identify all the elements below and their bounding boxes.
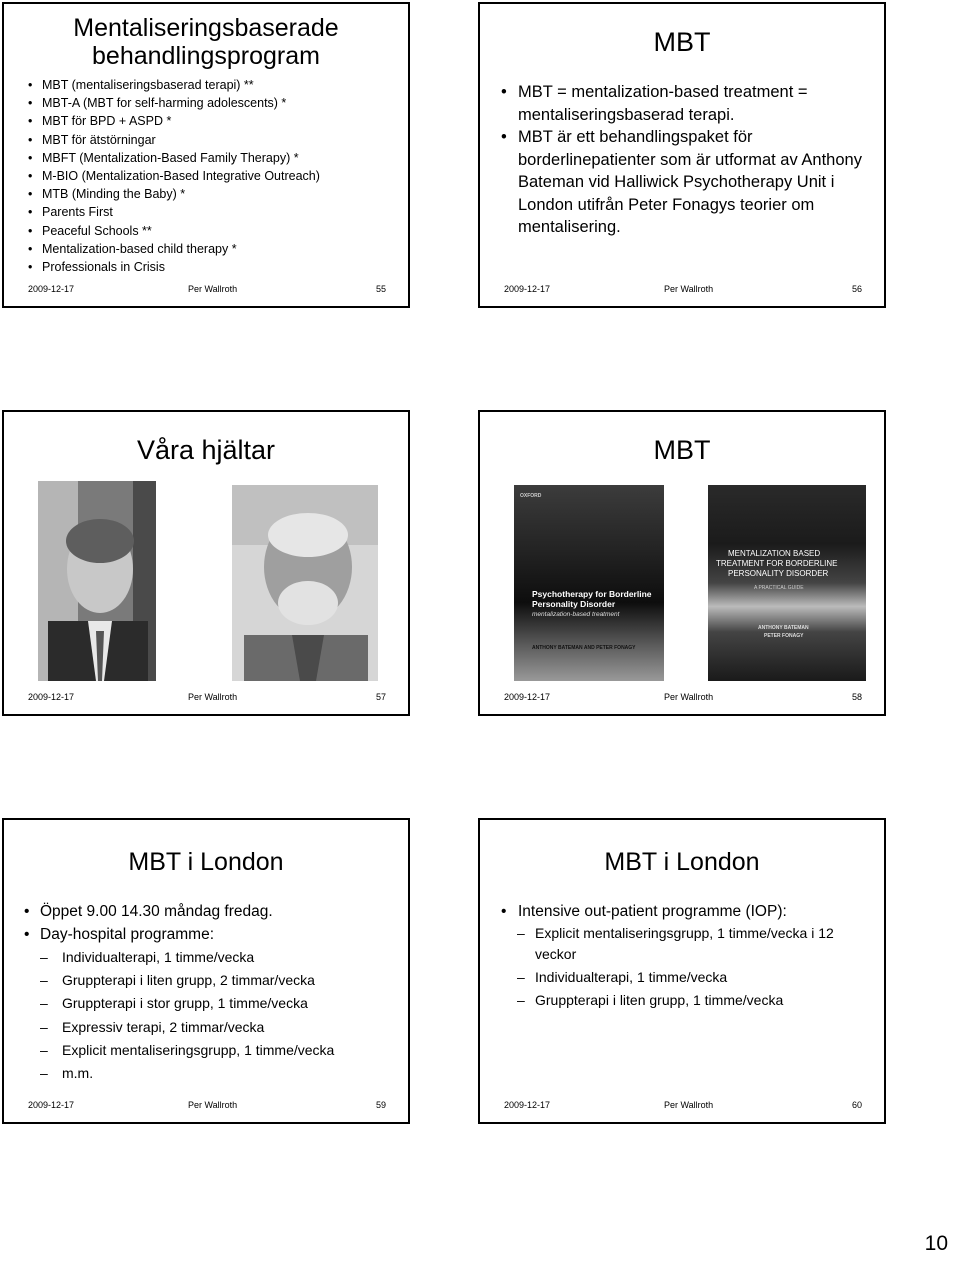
slide-56 bbox=[478, 2, 886, 308]
slide-number: 59 bbox=[375, 1100, 386, 1110]
bullet-icon: • bbox=[28, 241, 33, 256]
bullet-icon: • bbox=[28, 187, 33, 202]
slide-footer bbox=[504, 1100, 862, 1112]
sub-list-item-text: Gruppterapi i liten grupp, 2 timmar/vecka bbox=[62, 972, 315, 989]
sub-list-item bbox=[40, 946, 334, 969]
sub-list-item-text: Explicit mentaliseringsgrupp, 1 timme/vecka bbox=[62, 1041, 335, 1058]
list-item-text: MBFT (Mentalization-Based Family Therapy) * bbox=[42, 150, 299, 165]
book-authors: ANTHONY BATEMAN AND PETER FONAGY bbox=[532, 645, 636, 651]
book-title-line-3: PERSONALITY DISORDER bbox=[728, 569, 829, 578]
slide-58 bbox=[478, 410, 886, 716]
book-cover-1 bbox=[514, 485, 664, 681]
book-title-line-1: MENTALIZATION BASED bbox=[728, 549, 821, 558]
bullet-icon: • bbox=[28, 96, 33, 111]
list-item bbox=[28, 76, 320, 94]
list-item-text: MBT är ett behandlingspaket för borderlinepatienter som är utformat av Anthony Bateman vid Halliwick Psychotherapy Unit i London utifrån Peter Fonagys teorier om mentalisering. bbox=[518, 128, 862, 236]
bullet-icon: • bbox=[28, 223, 33, 238]
slide-60 bbox=[478, 818, 886, 1124]
list-item bbox=[24, 923, 335, 1085]
footer-date: 2009-12-17 bbox=[504, 692, 551, 702]
list-item bbox=[28, 149, 320, 167]
footer-author: Per Wallroth bbox=[188, 284, 238, 294]
bullet-icon: • bbox=[501, 903, 507, 920]
sub-list-item bbox=[40, 1062, 334, 1085]
sub-list bbox=[518, 923, 868, 1011]
list-item-text: M-BIO (Mentalization-Based Integrative Outreach) bbox=[42, 169, 320, 184]
slide-title bbox=[4, 14, 408, 70]
sub-list-item-text: Explicit mentaliseringsgrupp, 1 timme/vecka i 12 veckor bbox=[535, 925, 834, 962]
slide-footer bbox=[504, 284, 862, 296]
slide-footer bbox=[28, 1100, 386, 1112]
dash-icon: – bbox=[517, 992, 525, 1008]
list-item bbox=[28, 94, 320, 112]
book-author-2: PETER FONAGY bbox=[764, 633, 804, 639]
sub-list-item bbox=[517, 923, 868, 965]
footer-date: 2009-12-17 bbox=[28, 692, 75, 702]
bullet-icon: • bbox=[24, 926, 30, 943]
book-publisher: OXFORD bbox=[520, 493, 542, 499]
book-title-line-2: Personality Disorder bbox=[532, 599, 616, 609]
bullet-list bbox=[24, 900, 335, 1085]
dash-icon: – bbox=[40, 995, 48, 1012]
bullet-icon: • bbox=[28, 205, 33, 220]
slide-59 bbox=[2, 818, 410, 1124]
list-item-text: Day-hospital programme: bbox=[40, 926, 215, 943]
list-item bbox=[28, 112, 320, 130]
sub-list-item-text: Individualterapi, 1 timme/vecka bbox=[62, 949, 255, 965]
book-title-line-1: Psychotherapy for Borderline bbox=[532, 589, 652, 599]
slide-number: 55 bbox=[375, 284, 386, 294]
bullet-icon: • bbox=[501, 83, 507, 101]
page-number: 10 bbox=[924, 1232, 948, 1255]
bullet-icon: • bbox=[28, 260, 33, 275]
sub-list-item-text: Gruppterapi i stor grupp, 1 timme/vecka bbox=[62, 995, 308, 1012]
list-item-text: Peaceful Schools ** bbox=[42, 223, 152, 238]
list-item bbox=[28, 203, 320, 221]
slide-57 bbox=[2, 410, 410, 716]
list-item bbox=[28, 222, 320, 240]
portrait-photo-1 bbox=[38, 481, 156, 681]
list-item-text: Mentalization-based child therapy * bbox=[42, 241, 237, 256]
book-subtitle: mentalization-based treatment bbox=[532, 611, 620, 618]
bullet-list bbox=[501, 900, 868, 1011]
sub-list-item-text: m.m. bbox=[62, 1065, 94, 1082]
slide-content bbox=[24, 900, 335, 1085]
slide-title: MBT bbox=[653, 27, 711, 57]
list-item-text: MBT för ätstörningar bbox=[42, 132, 156, 147]
bullet-icon: • bbox=[501, 128, 507, 146]
footer-author: Per Wallroth bbox=[188, 1100, 238, 1110]
list-item bbox=[28, 131, 320, 149]
list-item-text: Professionals in Crisis bbox=[42, 260, 165, 275]
list-item-text: MBT (mentaliseringsbaserad terapi) ** bbox=[42, 78, 254, 92]
sub-list-item bbox=[517, 990, 868, 1011]
slide-footer bbox=[28, 284, 386, 296]
footer-author: Per Wallroth bbox=[664, 692, 714, 702]
sub-list-item bbox=[517, 967, 868, 988]
dash-icon: – bbox=[40, 972, 48, 989]
sub-list-item bbox=[40, 992, 334, 1015]
dash-icon: – bbox=[40, 1041, 48, 1058]
list-item bbox=[28, 185, 320, 203]
slide-55 bbox=[2, 2, 410, 308]
slide-title: MBT bbox=[653, 435, 711, 465]
bullet-list bbox=[28, 76, 320, 276]
list-item bbox=[28, 258, 320, 276]
slide-number: 57 bbox=[375, 692, 386, 702]
bullet-icon: • bbox=[28, 132, 33, 147]
slide-title: Våra hjältar bbox=[136, 435, 276, 465]
slide-number: 60 bbox=[851, 1100, 862, 1110]
dash-icon: – bbox=[40, 1018, 48, 1035]
book-author-1: ANTHONY BATEMAN bbox=[758, 625, 809, 631]
footer-date: 2009-12-17 bbox=[28, 284, 75, 294]
title-line-2: behandlingsprogram bbox=[92, 42, 320, 70]
list-item-text: MTB (Minding the Baby) * bbox=[42, 187, 186, 202]
list-item bbox=[501, 900, 868, 1011]
footer-date: 2009-12-17 bbox=[504, 284, 551, 294]
list-item-text: Öppet 9.00 14.30 måndag fredag. bbox=[40, 903, 273, 920]
bullet-icon: • bbox=[28, 150, 33, 165]
list-item-text: Parents First bbox=[42, 205, 113, 220]
footer-date: 2009-12-17 bbox=[504, 1100, 551, 1110]
slide-number: 58 bbox=[851, 692, 862, 702]
footer-date: 2009-12-17 bbox=[28, 1100, 75, 1110]
dash-icon: – bbox=[517, 925, 525, 941]
list-item bbox=[501, 81, 874, 126]
slide-footer bbox=[28, 692, 386, 704]
dash-icon: – bbox=[40, 949, 48, 965]
list-item bbox=[28, 167, 320, 185]
list-item-text: MBT för BPD + ASPD * bbox=[42, 114, 172, 129]
sub-list-item bbox=[40, 969, 334, 992]
title-line-1: Mentaliseringsbaserade bbox=[73, 14, 339, 42]
list-item bbox=[501, 126, 874, 239]
footer-author: Per Wallroth bbox=[664, 284, 714, 294]
slide-title: MBT i London bbox=[128, 848, 284, 876]
slide-title: MBT i London bbox=[604, 848, 760, 876]
list-item-text: MBT = mentalization-based treatment = mentaliseringsbaserad terapi. bbox=[518, 83, 808, 124]
slide-footer bbox=[504, 692, 862, 704]
footer-author: Per Wallroth bbox=[188, 692, 238, 702]
footer-author: Per Wallroth bbox=[664, 1100, 714, 1110]
list-item-text: MBT-A (MBT for self-harming adolescents) * bbox=[42, 96, 287, 111]
list-item-text: Intensive out-patient programme (IOP): bbox=[518, 903, 787, 920]
bullet-list bbox=[501, 81, 874, 239]
dash-icon: – bbox=[40, 1065, 48, 1082]
bullet-icon: • bbox=[28, 78, 33, 92]
portrait-1-image bbox=[38, 481, 156, 681]
bullet-icon: • bbox=[28, 169, 33, 184]
book-title-line-2: TREATMENT FOR BORDERLINE bbox=[716, 559, 838, 568]
slide-number: 56 bbox=[851, 284, 862, 294]
sub-list bbox=[40, 946, 334, 1085]
dash-icon: – bbox=[517, 969, 525, 985]
slide-content bbox=[501, 900, 868, 1013]
book-cover-2 bbox=[708, 485, 866, 681]
book-subtitle: A PRACTICAL GUIDE bbox=[754, 585, 804, 591]
bullet-icon: • bbox=[28, 114, 33, 129]
sub-list-item bbox=[40, 1039, 335, 1062]
sub-list-item-text: Individualterapi, 1 timme/vecka bbox=[535, 969, 728, 985]
list-item bbox=[24, 900, 334, 923]
portrait-photo-2 bbox=[232, 485, 378, 681]
list-item bbox=[28, 240, 320, 258]
bullet-icon: • bbox=[24, 903, 30, 920]
sub-list-item-text: Expressiv terapi, 2 timmar/vecka bbox=[62, 1018, 265, 1035]
sub-list-item bbox=[40, 1016, 334, 1039]
sub-list-item-text: Gruppterapi i liten grupp, 1 timme/vecka bbox=[535, 992, 784, 1008]
portrait-2-image bbox=[232, 485, 378, 681]
